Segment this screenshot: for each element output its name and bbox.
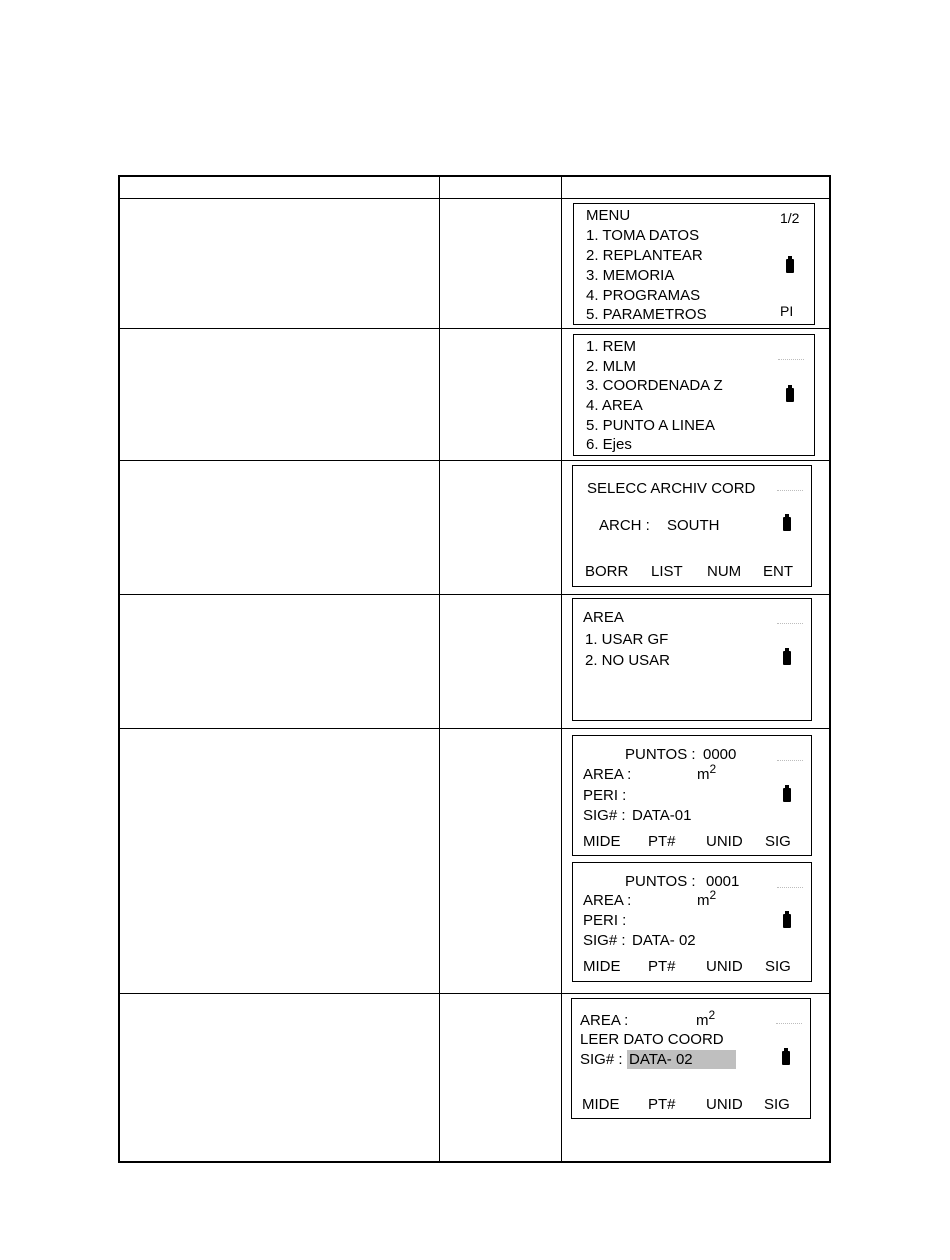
softkey-sig[interactable]: SIG — [765, 958, 791, 975]
softkey-sig[interactable]: SIG — [765, 833, 791, 850]
status-message: LEER DATO COORD — [580, 1031, 724, 1048]
next-point-value[interactable]: DATA-01 — [632, 807, 692, 824]
softkey-pt[interactable]: PT# — [648, 833, 676, 850]
perimeter-label: PERI : — [583, 787, 627, 804]
program-item[interactable]: 1. REM — [586, 338, 637, 355]
battery-icon — [786, 259, 794, 273]
read-coord-screen — [571, 998, 811, 1119]
points-value: 0000 — [703, 746, 737, 763]
column-divider — [439, 177, 440, 1161]
next-point-label: SIG# : — [583, 932, 626, 949]
battery-icon — [783, 517, 791, 531]
program-item[interactable]: 5. PUNTO A LINEA — [586, 417, 715, 434]
file-label: ARCH : — [599, 517, 650, 534]
softkey-sig[interactable]: SIG — [764, 1096, 790, 1113]
battery-icon — [782, 1051, 790, 1065]
menu-item[interactable]: 4. PROGRAMAS — [586, 287, 701, 304]
points-label: PUNTOS : — [625, 746, 696, 763]
row-divider — [120, 993, 829, 994]
option-item[interactable]: 2. NO USAR — [585, 652, 671, 669]
signal-icon — [777, 623, 803, 624]
softkey-num[interactable]: NUM — [707, 563, 742, 580]
signal-icon — [777, 887, 803, 888]
next-point-value[interactable]: DATA- 02 — [627, 1050, 736, 1069]
softkey-mide[interactable]: MIDE — [583, 833, 621, 850]
program-item[interactable]: 3. COORDENADA Z — [586, 377, 723, 394]
next-point-label: SIG# : — [583, 807, 626, 824]
program-item[interactable]: 4. AREA — [586, 397, 643, 414]
signal-icon — [776, 1023, 802, 1024]
menu-item[interactable]: 1. TOMA DATOS — [586, 227, 700, 244]
file-name-field[interactable]: SOUTH — [667, 517, 720, 534]
signal-icon — [777, 760, 803, 761]
program-item[interactable]: 6. Ejes — [586, 436, 632, 453]
programs-screen — [573, 334, 815, 456]
perimeter-label: PERI : — [583, 912, 627, 929]
program-item[interactable]: 2. MLM — [586, 358, 637, 375]
area-calc-screen — [572, 862, 812, 982]
area-calc-screen — [572, 735, 812, 856]
area-grid-screen — [572, 598, 812, 721]
page-indicator: 1/2 — [780, 210, 800, 226]
points-value: 0001 — [706, 873, 740, 890]
battery-icon — [783, 914, 791, 928]
row-divider — [120, 328, 829, 329]
screen-title: AREA — [583, 609, 624, 626]
screen-title: SELECC ARCHIV CORD — [587, 480, 756, 497]
option-item[interactable]: 1. USAR GF — [585, 631, 669, 648]
battery-icon — [783, 788, 791, 802]
area-unit: $m^2$ — [696, 1008, 716, 1029]
menu-title: MENU — [586, 207, 631, 224]
softkey-unid[interactable]: UNID — [706, 958, 743, 975]
select-file-screen — [572, 465, 812, 587]
header-row-divider — [120, 198, 829, 199]
area-label: AREA : — [583, 892, 632, 909]
softkey-unid[interactable]: UNID — [706, 1096, 743, 1113]
softkey-mide[interactable]: MIDE — [582, 1096, 620, 1113]
menu-item[interactable]: 3. MEMORIA — [586, 267, 675, 284]
column-divider — [561, 177, 562, 1161]
next-point-value[interactable]: DATA- 02 — [632, 932, 696, 949]
battery-icon — [786, 388, 794, 402]
area-label: AREA : — [583, 766, 632, 783]
area-label: AREA : — [580, 1012, 629, 1029]
area-unit: $m^2$ — [697, 762, 717, 783]
menu-item[interactable]: 2. REPLANTEAR — [586, 247, 703, 264]
menu-screen — [573, 203, 815, 325]
signal-icon — [778, 359, 804, 360]
signal-icon — [777, 490, 803, 491]
row-divider — [120, 594, 829, 595]
softkey-pt[interactable]: PT# — [648, 958, 676, 975]
softkey-borr[interactable]: BORR — [585, 563, 629, 580]
row-divider — [120, 460, 829, 461]
softkey-list[interactable]: LIST — [651, 563, 683, 580]
menu-item[interactable]: 5. PARAMETROS — [586, 306, 707, 323]
points-label: PUNTOS : — [625, 873, 696, 890]
row-divider — [120, 728, 829, 729]
softkey-pt[interactable]: PT# — [648, 1096, 676, 1113]
battery-icon — [783, 651, 791, 665]
softkey-unid[interactable]: UNID — [706, 833, 743, 850]
next-point-label: SIG# : — [580, 1051, 623, 1068]
area-unit: $m^2$ — [697, 888, 717, 909]
softkey-ent[interactable]: ENT — [763, 563, 793, 580]
softkey-mide[interactable]: MIDE — [583, 958, 621, 975]
mode-indicator: PI — [780, 303, 794, 319]
